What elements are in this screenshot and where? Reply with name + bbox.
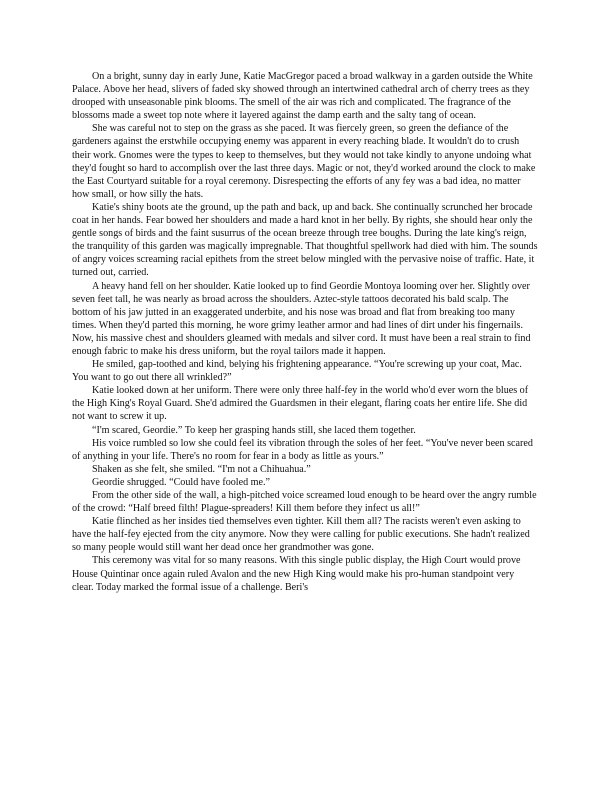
document-page — [72, 70, 538, 594]
paragraph: She was careful not to step on the grass as she paced. It was fiercely green, so green the defiance of the gardeners against the erstwhile occupying enemy was apparent in every reaching blade. It wouldn't do to crush their work. Gnomes were the types to keep to themselves, but they would not take kindly to anyone undoing what they'd fought so hard to accomplish over the last three days. Magic or not, they'd worked around the clock to make the East Courtyard suitable for a royal ceremony. Disrespecting the efforts of any fey was a bad idea, no matter how small, or how silly the hats. — [72, 123, 536, 200]
paragraph: A heavy hand fell on her shoulder. Katie looked up to find Geordie Montoya looming over her. Slightly over seven feet tall, he was nearly as broad across the shoulders. Aztec-style tattoos decorated his bald scalp. The bottom of his jaw jutted in an exaggerated underbite, and his nose was broad and flat from breaking too many times. When they'd parted this morning, he wore grimy leather armor and had lines of dirt under his fingernails. Now, his massive chest and shoulders gleamed with medals and silver cord. It must have been a real strain to find enough fabric to make his dress uniform, but the royal tailors made it happen. — [72, 280, 531, 357]
paragraph: “I'm scared, Geordie.” To keep her grasping hands still, she laced them together. — [92, 424, 416, 436]
paragraph: Katie flinched as her insides tied themselves even tighter. Kill them all? The racists weren't even asking to have the half-fey ejected from the city anymore. Now they were calling for public executions. She hadn't realized so many people would still want her dead once her grandmother was gone. — [72, 516, 530, 554]
paragraph: His voice rumbled so low she could feel its vibration through the soles of her feet. “You've never been scared of anything in your life. There's no room for fear in a body as little as yours.” — [72, 437, 533, 462]
paragraph: On a bright, sunny day in early June, Katie MacGregor paced a broad walkway in a garden outside the White Palace. Above her head, slivers of faded sky showed through an intertwined cathedral arch of cherry trees as they drooped with unseasonable pink blooms. The smell of the air was rich and complicated. The fragrance of the blossoms made a sweet top note where it layered against the damp earth and the salty tang of ocean. — [72, 71, 533, 122]
paragraph: This ceremony was vital for so many reasons. With this single public display, the High Court would prove House Quintinar once again ruled Avalon and the new High King would make his pro-human standpoint very clear. Today marked the formal issue of a challenge. Beri's — [72, 555, 521, 593]
paragraph: He smiled, gap-toothed and kind, belying his frightening appearance. “You're screwing up your coat, Mac. You want to go out there all wrinkled?” — [72, 359, 522, 384]
paragraph: From the other side of the wall, a high-pitched voice screamed loud enough to be heard over the angry rumble of the crowd: “Half breed filth! Plague-spreaders! Kill them before they infect us all!” — [72, 490, 537, 515]
paragraph: Katie looked down at her uniform. There were only three half-fey in the world who'd ever worn the blues of the High King's Royal Guard. She'd admired the Guardsmen in their elegant, flaring coats her entire life. She did not want to screw it up. — [72, 385, 529, 423]
paragraph: Geordie shrugged. “Could have fooled me.” — [92, 476, 270, 488]
paragraph: Shaken as she felt, she smiled. “I'm not a Chihuahua.” — [92, 463, 311, 475]
paragraph: Katie's shiny boots ate the ground, up the path and back, up and back. She continually scrunched her brocade coat in her hands. Fear bowed her shoulders and made a hard knot in her belly. By rights, she should hear only the gentle songs of birds and the faint susurrus of the ocean breeze through tree boughs. During the late king's reign, the tranquility of this garden was magically impregnable. That thoughtful spellwork had died with him. The sounds of angry voices screaming racial epithets from the street below mingled with the pervasive noise of traffic. Hate, it turned out, carried. — [72, 201, 538, 279]
